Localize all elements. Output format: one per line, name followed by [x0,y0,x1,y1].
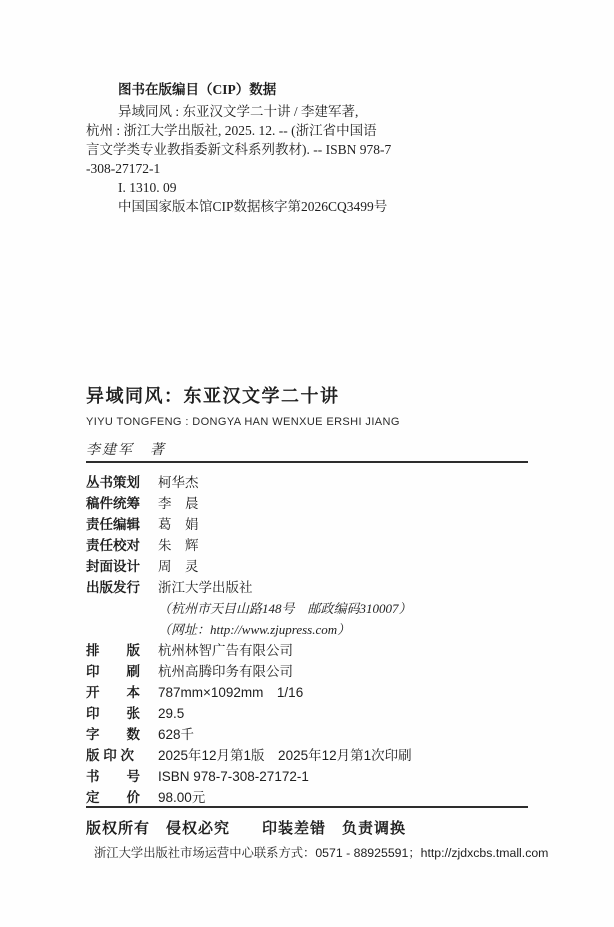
colophon-value: 杭州林智广告有限公司 [158,643,293,658]
colophon-list [86,472,546,808]
colophon-row [86,682,546,703]
isbn-value: ISBN 978-7-308-27172-1 [158,769,309,784]
colophon-value: 李 晨 [158,496,199,511]
cip-line: 言文学类专业教指委新文科系列教材). -- ISBN 978-7 [86,142,392,157]
cip-line: 杭州 : 浙江大学出版社, 2025. 12. -- (浙江省中国语 [86,123,377,138]
cip-line: -308-27172-1 [86,161,161,176]
colophon-label: 责任编辑 [86,517,140,532]
colophon-row-publisher-address [86,598,546,619]
colophon-row [86,535,546,556]
colophon-row [86,493,546,514]
cip-block [86,80,542,216]
colophon-label: 版 印 次 [86,748,135,763]
colophon-label: 出版发行 [86,580,140,595]
colophon-label: 丛书策划 [86,475,140,490]
book-title-pinyin: YIYU TONGFENG : DONGYA HAN WENXUE ERSHI JIANG [86,416,400,428]
book-author: 李建军 著 [86,443,166,458]
colophon-row-publisher-website [86,619,546,640]
cip-line: 异域同风 : 东亚汉文学二十讲 / 李建军著, [118,104,359,119]
title-block [86,382,546,459]
colophon-row-price [86,787,546,808]
colophon-row [86,577,546,598]
colophon-row-isbn [86,766,546,787]
divider-rule-top [86,461,528,463]
contact-line: 浙江大学出版社市场运营中心联系方式：0571 - 88925591；http://zjdxcbs.tmall.com [94,846,549,860]
colophon-value: 杭州高腾印务有限公司 [158,664,293,679]
colophon-value: 2025年12月第1版 2025年12月第1次印刷 [158,748,412,763]
colophon-row [86,640,546,661]
colophon-label: 印 刷 [86,664,140,679]
cip-header: 图书在版编目（CIP）数据 [118,82,277,97]
colophon-row [86,472,546,493]
copyright-notice: 版权所有 侵权必究 印装差错 负责调换 [86,820,407,837]
colophon-label [86,619,146,640]
colophon-row [86,703,546,724]
divider-rule-bottom [86,806,528,808]
colophon-value: 628千 [158,727,195,742]
colophon-label: 印 张 [86,706,140,721]
colophon-value: 浙江大学出版社 [158,580,253,595]
cip-record-number: 中国国家版本馆CIP数据核字第2026CQ3499号 [118,199,388,214]
colophon-value: 柯华杰 [158,475,199,490]
colophon-value: 朱 辉 [158,538,199,553]
colophon-value: 葛 娟 [158,517,199,532]
price-value: 98.00元 [158,790,206,805]
colophon-label: 书 号 [86,769,140,784]
colophon-label: 开 本 [86,685,140,700]
colophon-value: 周 灵 [158,559,199,574]
colophon-row [86,661,546,682]
colophon-row [86,745,546,766]
colophon-label [86,598,146,619]
colophon-row [86,556,546,577]
colophon-label: 封面设计 [86,559,140,574]
book-title: 异域同风：东亚汉文学二十讲 [86,386,340,406]
publisher-address: （杭州市天目山路148号 邮政编码310007） [158,601,412,616]
colophon-value: 787mm×1092mm 1/16 [158,685,304,700]
colophon-row [86,514,546,535]
colophon-label: 稿件统筹 [86,496,140,511]
colophon-label: 责任校对 [86,538,140,553]
colophon-label: 排 版 [86,643,140,658]
colophon-label: 定 价 [86,790,140,805]
colophon-value: 29.5 [158,706,185,721]
cip-classification: I. 1310. 09 [118,180,177,195]
colophon-row [86,724,546,745]
publisher-website: （网址：http://www.zjupress.com） [158,622,351,637]
colophon-label: 字 数 [86,727,140,742]
